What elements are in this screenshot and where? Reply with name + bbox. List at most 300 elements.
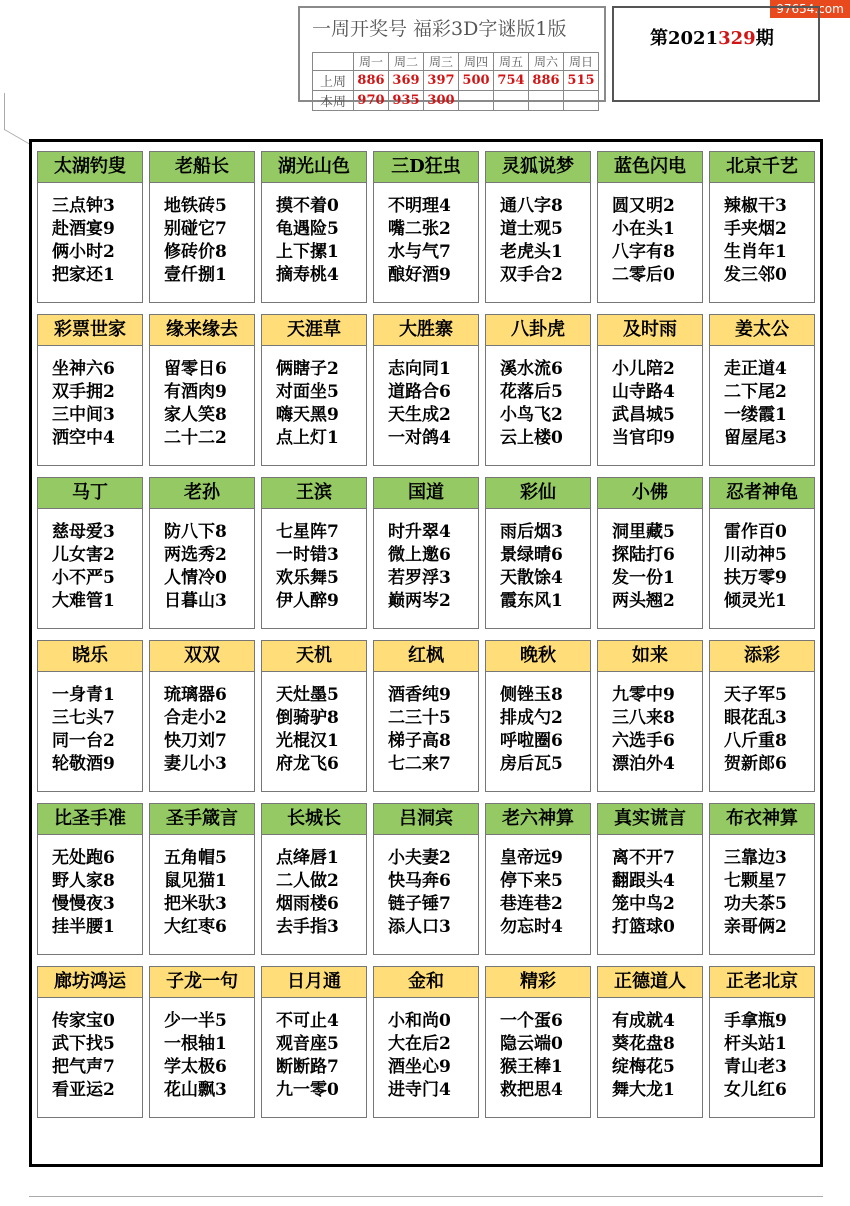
riddle-line: 府龙飞6	[276, 754, 339, 774]
riddle-card	[373, 640, 479, 792]
riddle-line: 别碰它7	[164, 219, 227, 239]
weekly-results-box	[298, 6, 606, 110]
riddle-line: 八斤重8	[724, 731, 787, 751]
riddle-line: 二人做2	[276, 871, 339, 891]
riddle-line: 三点钟3	[52, 196, 115, 216]
riddle-card-lines	[486, 346, 590, 450]
riddle-card	[149, 151, 255, 303]
riddle-line: 小夫妻2	[388, 848, 451, 868]
riddle-line: 有成就4	[612, 1011, 675, 1031]
riddle-card-lines	[374, 509, 478, 613]
riddle-card-lines	[710, 672, 814, 776]
riddle-line: 把家还1	[52, 265, 115, 285]
riddle-card-author: 比圣手准	[38, 804, 142, 835]
riddle-card	[149, 640, 255, 792]
day-label: 周一	[354, 53, 389, 71]
riddle-line: 翻跟头4	[612, 871, 675, 891]
riddle-line: 快刀刘7	[164, 731, 227, 751]
riddle-card-author: 金和	[374, 967, 478, 998]
riddle-card-lines	[598, 998, 702, 1102]
riddle-card	[485, 966, 591, 1118]
riddle-card-author: 正老北京	[710, 967, 814, 998]
riddle-line: 一时错3	[276, 545, 339, 565]
day-label: 周四	[459, 53, 494, 71]
riddle-card	[261, 966, 367, 1118]
riddle-line: 笼中鸟2	[612, 894, 675, 914]
result-number: 300	[424, 91, 459, 111]
riddle-line: 女儿红6	[724, 1080, 787, 1100]
issue-prefix: 第2021	[650, 28, 719, 49]
riddle-card-author: 精彩	[486, 967, 590, 998]
riddle-card	[709, 314, 815, 466]
riddle-line: 琉璃器6	[164, 685, 227, 705]
riddle-card	[37, 151, 143, 303]
riddle-line: 妻儿小3	[164, 754, 227, 774]
riddle-line: 倾灵光1	[724, 591, 787, 611]
riddle-line: 武昌城5	[612, 405, 675, 425]
riddle-card	[261, 477, 367, 629]
riddle-card-author: 马丁	[38, 478, 142, 509]
riddle-line: 雷作百0	[724, 522, 787, 542]
riddle-card	[373, 966, 479, 1118]
riddle-line: 天子军5	[724, 685, 787, 705]
riddle-card	[37, 314, 143, 466]
riddle-line: 六选手6	[612, 731, 675, 751]
result-number: 970	[354, 91, 389, 111]
result-number: 515	[564, 71, 599, 91]
riddle-line: 三七头7	[52, 708, 115, 728]
riddle-card-lines	[150, 183, 254, 287]
riddle-card	[709, 151, 815, 303]
last-week-row	[313, 71, 599, 91]
result-number	[529, 91, 564, 111]
riddle-line: 九一零0	[276, 1080, 339, 1100]
riddle-line: 天生成2	[388, 405, 451, 425]
riddle-line: 添人口3	[388, 917, 451, 937]
riddle-card-lines	[150, 672, 254, 776]
riddle-card-author: 晚秋	[486, 641, 590, 672]
riddle-line: 川动神5	[724, 545, 787, 565]
riddle-line: 俩瞎子2	[276, 359, 339, 379]
riddle-card-lines	[598, 183, 702, 287]
riddle-line: 武下找5	[52, 1034, 115, 1054]
riddle-line: 断断路7	[276, 1057, 339, 1077]
riddle-card-lines	[150, 998, 254, 1102]
riddle-card-lines	[150, 509, 254, 613]
riddle-line: 巷连巷2	[500, 894, 563, 914]
riddle-line: 洒空中4	[52, 428, 115, 448]
riddle-card	[149, 803, 255, 955]
riddle-line: 小在头1	[612, 219, 675, 239]
result-number: 886	[354, 71, 389, 91]
riddle-line: 当官印9	[612, 428, 675, 448]
riddle-card-author: 大胜寨	[374, 315, 478, 346]
riddle-line: 一身青1	[52, 685, 115, 705]
riddle-line: 小儿陪2	[612, 359, 675, 379]
riddle-line: 发一份1	[612, 568, 675, 588]
site-watermark: 97654.com	[770, 0, 850, 18]
riddle-card-author: 王滨	[262, 478, 366, 509]
this-week-row	[313, 91, 599, 111]
riddle-line: 坐神六6	[52, 359, 115, 379]
riddle-line: 伊人醉9	[276, 591, 339, 611]
day-label: 周日	[564, 53, 599, 71]
riddle-card-author: 及时雨	[598, 315, 702, 346]
riddle-line: 天散馀4	[500, 568, 563, 588]
riddle-line: 若罗浮3	[388, 568, 451, 588]
riddle-line: 辣椒干3	[724, 196, 787, 216]
riddle-card-lines	[38, 509, 142, 613]
riddle-card-lines	[486, 672, 590, 776]
riddle-card-lines	[710, 346, 814, 450]
riddle-line: 时升翠4	[388, 522, 451, 542]
riddle-line: 功夫茶5	[724, 894, 787, 914]
riddle-line: 溪水流6	[500, 359, 563, 379]
riddle-card-lines	[262, 672, 366, 776]
riddle-card	[261, 151, 367, 303]
riddle-line: 杆头站1	[724, 1034, 787, 1054]
riddle-card	[485, 151, 591, 303]
riddle-card	[37, 966, 143, 1118]
riddle-line: 把气声7	[52, 1057, 115, 1077]
riddle-card-lines	[710, 835, 814, 939]
riddle-line: 眼花乱3	[724, 708, 787, 728]
riddle-line: 地铁砖5	[164, 196, 227, 216]
riddle-line: 舞大龙1	[612, 1080, 675, 1100]
riddle-line: 七二来7	[388, 754, 451, 774]
riddle-card	[373, 477, 479, 629]
riddle-line: 发三邻0	[724, 265, 787, 285]
riddle-line: 绽梅花5	[612, 1057, 675, 1077]
riddle-line: 一缕霞1	[724, 405, 787, 425]
riddle-card-lines	[374, 835, 478, 939]
riddle-card	[709, 477, 815, 629]
riddle-card-author: 湖光山色	[262, 152, 366, 183]
riddle-line: 壹仟捌1	[164, 265, 227, 285]
riddle-line: 三靠边3	[724, 848, 787, 868]
this-week-label: 本周	[313, 91, 354, 111]
riddle-card-lines	[486, 835, 590, 939]
riddle-line: 学太极6	[164, 1057, 227, 1077]
riddle-card	[37, 477, 143, 629]
riddle-card-lines	[710, 509, 814, 613]
riddle-card-author: 添彩	[710, 641, 814, 672]
riddle-line: 酒坐心9	[388, 1057, 451, 1077]
riddle-card-author: 彩票世家	[38, 315, 142, 346]
riddle-card-author: 天机	[262, 641, 366, 672]
riddle-line: 二零后0	[612, 265, 675, 285]
riddle-card-author: 缘来缘去	[150, 315, 254, 346]
riddle-card-author: 北京千艺	[710, 152, 814, 183]
riddle-line: 二下尾2	[724, 382, 787, 402]
riddle-line: 一对鸽4	[388, 428, 451, 448]
riddle-card-author: 三D狂虫	[374, 152, 478, 183]
riddle-line: 同一台2	[52, 731, 115, 751]
issue-number-value: 329	[718, 28, 756, 49]
day-label: 周六	[529, 53, 564, 71]
riddle-line: 传家宝0	[52, 1011, 115, 1031]
riddle-line: 一根轴1	[164, 1034, 227, 1054]
result-number: 500	[459, 71, 494, 91]
riddle-line: 链子锤7	[388, 894, 451, 914]
bottom-divider	[29, 1196, 823, 1197]
riddle-card	[261, 803, 367, 955]
riddle-line: 微上邀6	[388, 545, 451, 565]
riddle-card	[597, 314, 703, 466]
riddle-card-lines	[38, 183, 142, 287]
riddle-line: 水与气7	[388, 242, 451, 262]
riddle-card	[373, 314, 479, 466]
riddle-line: 老虎头1	[500, 242, 563, 262]
riddle-line: 欢乐舞5	[276, 568, 339, 588]
riddle-line: 勿忘时4	[500, 917, 563, 937]
riddle-card	[373, 803, 479, 955]
riddle-line: 防八下8	[164, 522, 227, 542]
riddle-card-lines	[486, 183, 590, 287]
result-number: 886	[529, 71, 564, 91]
riddle-line: 三八来8	[612, 708, 675, 728]
result-number	[564, 91, 599, 111]
riddle-line: 打篮球0	[612, 917, 675, 937]
riddle-card-author: 双双	[150, 641, 254, 672]
result-number: 397	[424, 71, 459, 91]
riddle-card-author: 老六神算	[486, 804, 590, 835]
riddle-line: 探陆打6	[612, 545, 675, 565]
riddle-line: 洞里藏5	[612, 522, 675, 542]
riddle-card-lines	[486, 509, 590, 613]
riddle-card-lines	[710, 183, 814, 287]
riddle-line: 山寺路4	[612, 382, 675, 402]
result-number: 754	[494, 71, 529, 91]
riddle-card-author: 圣手箴言	[150, 804, 254, 835]
riddle-line: 少一半5	[164, 1011, 227, 1031]
riddle-line: 有酒肉9	[164, 382, 227, 402]
riddle-card	[709, 640, 815, 792]
riddle-line: 大在后2	[388, 1034, 451, 1054]
result-number: 935	[389, 91, 424, 111]
riddle-line: 进寺门4	[388, 1080, 451, 1100]
riddle-card-author: 天涯草	[262, 315, 366, 346]
riddle-card	[485, 314, 591, 466]
riddle-line: 霞东风1	[500, 591, 563, 611]
riddle-card-author: 小佛	[598, 478, 702, 509]
riddle-line: 救把思4	[500, 1080, 563, 1100]
riddle-line: 景绿晴6	[500, 545, 563, 565]
riddle-card	[149, 477, 255, 629]
riddle-card-author: 蓝色闪电	[598, 152, 702, 183]
riddle-line: 点绛唇1	[276, 848, 339, 868]
riddle-line: 摘寿桃4	[276, 265, 339, 285]
riddle-line: 大难管1	[52, 591, 115, 611]
riddle-line: 梯子高8	[388, 731, 451, 751]
riddle-line: 嘴二张2	[388, 219, 451, 239]
riddle-line: 房后瓦5	[500, 754, 563, 774]
riddle-line: 亲哥俩2	[724, 917, 787, 937]
riddle-line: 花落后5	[500, 382, 563, 402]
riddle-line: 走正道4	[724, 359, 787, 379]
riddle-line: 酿好酒9	[388, 265, 451, 285]
riddle-line: 二三十5	[388, 708, 451, 728]
riddle-line: 大红枣6	[164, 917, 227, 937]
riddle-card	[597, 151, 703, 303]
riddle-card-author: 廊坊鸿运	[38, 967, 142, 998]
riddle-line: 点上灯1	[276, 428, 339, 448]
riddle-line: 圆又明2	[612, 196, 675, 216]
riddle-card-lines	[374, 672, 478, 776]
riddle-line: 留零日6	[164, 359, 227, 379]
riddle-card-lines	[710, 998, 814, 1102]
days-row	[313, 53, 599, 71]
result-number	[494, 91, 529, 111]
riddle-line: 倒骑驴8	[276, 708, 339, 728]
riddle-line: 扶万零9	[724, 568, 787, 588]
riddle-line: 一个蛋6	[500, 1011, 563, 1031]
riddle-line: 小鸟飞2	[500, 405, 563, 425]
riddle-line: 慢慢夜3	[52, 894, 115, 914]
issue-suffix: 期	[755, 28, 774, 49]
day-label: 周五	[494, 53, 529, 71]
riddle-line: 通八字8	[500, 196, 563, 216]
riddle-line: 停下来5	[500, 871, 563, 891]
riddle-card-author: 忍者神龟	[710, 478, 814, 509]
riddle-card-lines	[262, 998, 366, 1102]
riddle-card-author: 灵狐说梦	[486, 152, 590, 183]
riddle-line: 儿女害2	[52, 545, 115, 565]
riddle-line: 酒香纯9	[388, 685, 451, 705]
riddle-line: 花山飘3	[164, 1080, 227, 1100]
riddle-card	[709, 803, 815, 955]
riddle-card-lines	[262, 509, 366, 613]
riddle-card-lines	[598, 835, 702, 939]
riddle-line: 九零中9	[612, 685, 675, 705]
riddle-line: 隐云端0	[500, 1034, 563, 1054]
result-number	[459, 91, 494, 111]
riddle-card	[261, 314, 367, 466]
riddle-card	[37, 640, 143, 792]
riddle-card-author: 正德道人	[598, 967, 702, 998]
day-label: 周二	[389, 53, 424, 71]
riddle-card-lines	[598, 346, 702, 450]
riddle-line: 雨后烟3	[500, 522, 563, 542]
riddle-line: 云上楼0	[500, 428, 563, 448]
riddle-line: 二十二2	[164, 428, 227, 448]
riddle-line: 修砖价8	[164, 242, 227, 262]
issue-number	[650, 24, 774, 50]
riddle-card	[485, 640, 591, 792]
riddle-line: 龟遇险5	[276, 219, 339, 239]
riddle-card-author: 红枫	[374, 641, 478, 672]
riddle-card-lines	[598, 672, 702, 776]
riddle-line: 排成勺2	[500, 708, 563, 728]
riddle-card-author: 老孙	[150, 478, 254, 509]
riddle-line: 赴酒宴9	[52, 219, 115, 239]
riddle-card-author: 长城长	[262, 804, 366, 835]
riddle-card-author: 太湖钓叟	[38, 152, 142, 183]
riddle-line: 嗨天黑9	[276, 405, 339, 425]
riddle-card-author: 八卦虎	[486, 315, 590, 346]
day-label: 周三	[424, 53, 459, 71]
riddle-line: 把米驮3	[164, 894, 227, 914]
riddle-card-lines	[38, 672, 142, 776]
riddle-line: 日暮山3	[164, 591, 227, 611]
riddle-line: 青山老3	[724, 1057, 787, 1077]
riddle-card	[37, 803, 143, 955]
riddle-card	[709, 966, 815, 1118]
riddle-line: 小和尚0	[388, 1011, 451, 1031]
riddle-line: 手夹烟2	[724, 219, 787, 239]
riddle-line: 人情冷0	[164, 568, 227, 588]
riddle-line: 慈母爱3	[52, 522, 115, 542]
riddle-line: 生肖年1	[724, 242, 787, 262]
riddle-card-author: 国道	[374, 478, 478, 509]
riddle-card-grid	[37, 151, 817, 1118]
riddle-card-lines	[262, 835, 366, 939]
decorative-rule	[4, 93, 29, 144]
result-number: 369	[389, 71, 424, 91]
riddle-line: 合走小2	[164, 708, 227, 728]
riddle-line: 漂泊外4	[612, 754, 675, 774]
riddle-card-lines	[262, 183, 366, 287]
riddle-line: 离不开7	[612, 848, 675, 868]
riddle-card	[597, 803, 703, 955]
riddle-line: 手拿瓶9	[724, 1011, 787, 1031]
riddle-card-lines	[150, 835, 254, 939]
riddle-card-lines	[374, 346, 478, 450]
riddle-line: 两选秀2	[164, 545, 227, 565]
riddle-line: 看亚运2	[52, 1080, 115, 1100]
riddle-card-author: 吕洞宾	[374, 804, 478, 835]
riddle-line: 道路合6	[388, 382, 451, 402]
riddle-line: 葵花盘8	[612, 1034, 675, 1054]
riddle-line: 三中间3	[52, 405, 115, 425]
riddle-line: 不可止4	[276, 1011, 339, 1031]
riddle-line: 留屋尾3	[724, 428, 787, 448]
riddle-card	[485, 477, 591, 629]
riddle-card-lines	[486, 998, 590, 1102]
riddle-line: 呼啦圈6	[500, 731, 563, 751]
riddle-card-lines	[262, 346, 366, 450]
riddle-card-lines	[374, 998, 478, 1102]
riddle-card-author: 日月通	[262, 967, 366, 998]
riddle-line: 道士观5	[500, 219, 563, 239]
last-week-label: 上周	[313, 71, 354, 91]
riddle-card-lines	[38, 998, 142, 1102]
riddle-line: 对面坐5	[276, 382, 339, 402]
riddle-card-lines	[38, 835, 142, 939]
riddle-line: 双手拥2	[52, 382, 115, 402]
riddle-line: 观音座5	[276, 1034, 339, 1054]
riddle-line: 皇帝远9	[500, 848, 563, 868]
riddle-card	[261, 640, 367, 792]
riddle-line: 去手指3	[276, 917, 339, 937]
riddle-line: 五角帽5	[164, 848, 227, 868]
riddle-line: 七颗星7	[724, 871, 787, 891]
riddle-card-author: 子龙一句	[150, 967, 254, 998]
riddle-card	[485, 803, 591, 955]
riddle-line: 挂半腰1	[52, 917, 115, 937]
riddle-line: 摸不着0	[276, 196, 339, 216]
riddle-line: 轮敬酒9	[52, 754, 115, 774]
riddle-line: 俩小时2	[52, 242, 115, 262]
riddle-card-lines	[374, 183, 478, 287]
riddle-card	[373, 151, 479, 303]
riddle-line: 八字有8	[612, 242, 675, 262]
riddle-line: 贺新郎6	[724, 754, 787, 774]
riddle-line: 无处跑6	[52, 848, 115, 868]
riddle-card-author: 姜太公	[710, 315, 814, 346]
weekly-results-title: 一周开奖号 福彩3D字谜版1版	[312, 18, 567, 40]
riddle-line: 烟雨楼6	[276, 894, 339, 914]
